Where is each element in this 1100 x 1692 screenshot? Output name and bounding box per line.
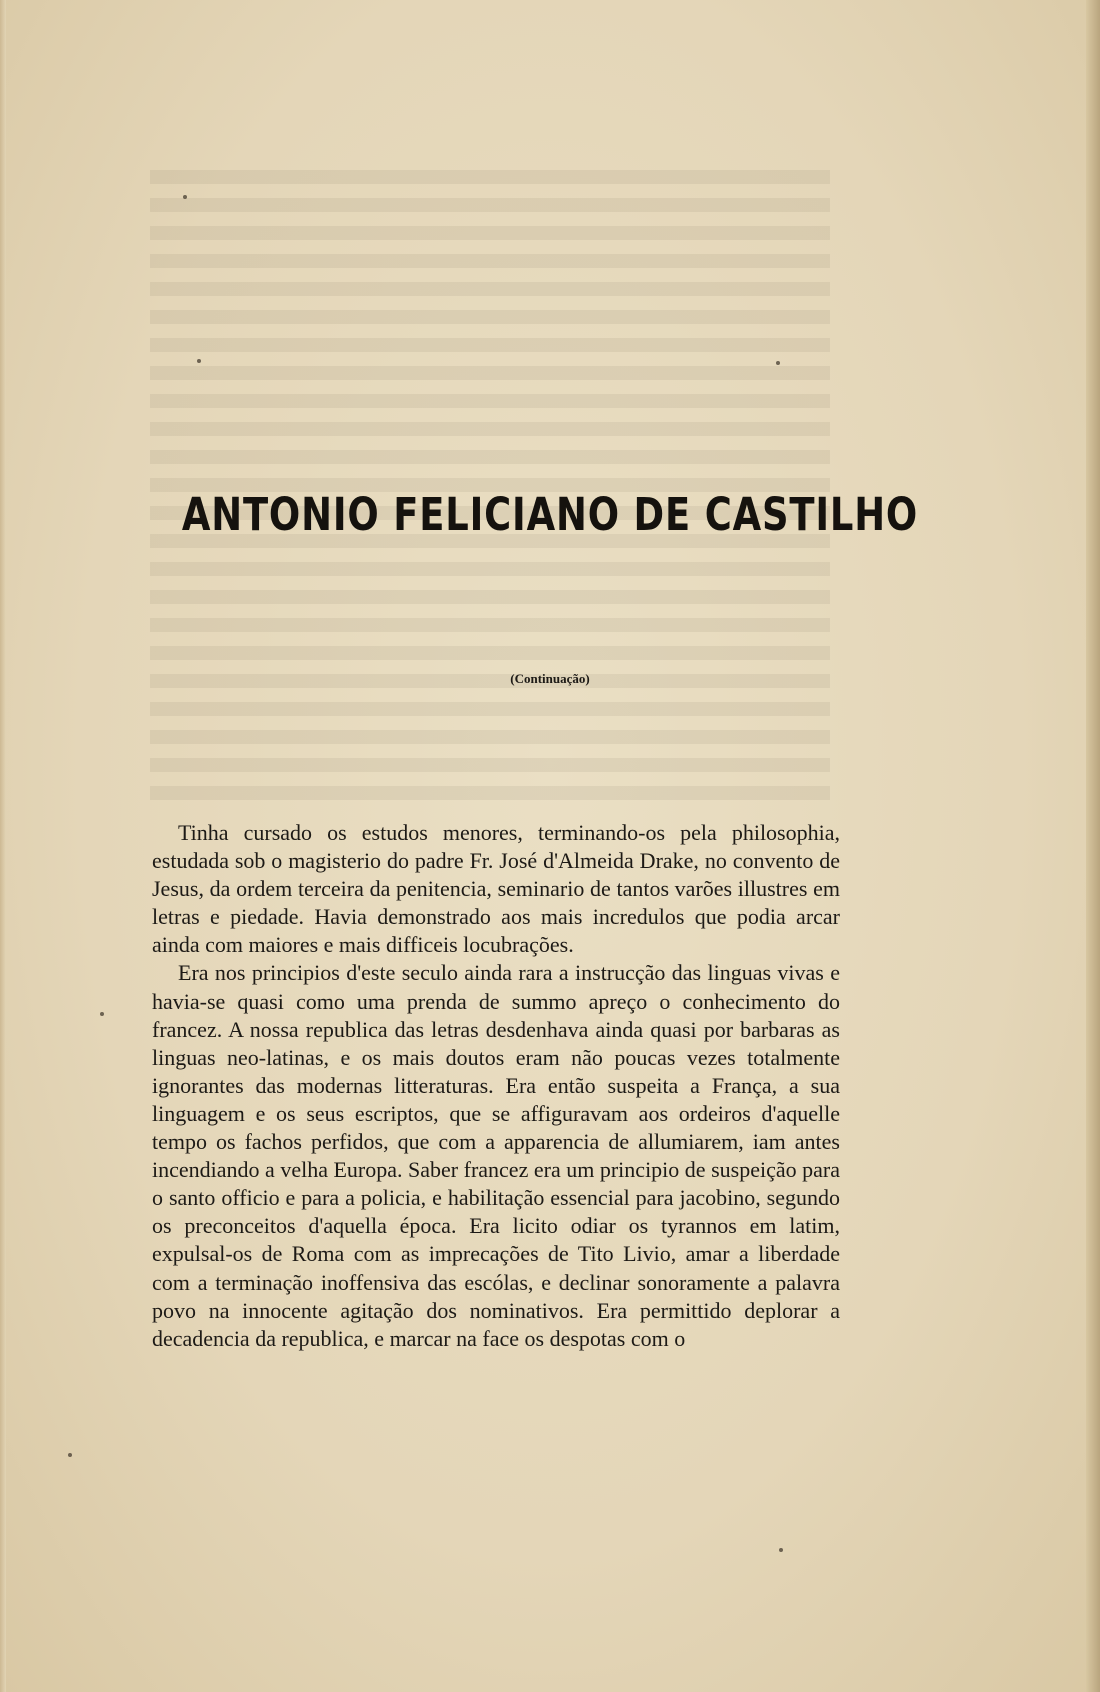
paper-speck <box>68 1453 72 1457</box>
page-edge-left <box>0 0 6 1692</box>
page-edge-right <box>1086 0 1100 1692</box>
paragraph: Era nos principios d'este seculo ainda rara a instrucção das linguas vivas e havia-se quasi como uma prenda de summo apreço o conhecimento do francez. A nossa republica das letras desdenhava ainda quasi por barbaras as linguas neo-latinas, e os mais doutos eram não poucas vezes totalmente ignorantes das modernas litteraturas. Era então suspeita a França, a sua linguagem e os seus escriptos, que se affiguravam aos ordeiros d'aquelle tempo os fachos perfidos, que com a apparencia de allumiarem, iam antes incendiando a velha Europa. Saber francez era um principio de suspeição para o santo officio e para a policia, e habilitação essencial para jacobino, segundo os preconceitos d'aquella época. Era licito odiar os tyrannos em latim, expulsal-os de Roma com as imprecações de Tito Livio, amar a liberdade com a terminação inoffensiva das escólas, e declinar sonoramente a palavra povo na innocente agitação dos nominativos. Era permittido deplorar a decadencia da republica, e marcar na face os despotas com o <box>152 960 840 1351</box>
paper-speck <box>100 1012 104 1016</box>
paper-speck <box>183 195 187 199</box>
paper-speck <box>197 359 201 363</box>
article-subtitle: (Continuação) <box>510 671 590 686</box>
paper-speck <box>776 361 780 365</box>
paper-speck <box>779 1548 783 1552</box>
paragraph: Tinha cursado os estudos menores, terminando-os pela philosophia, estudada sob o magisterio do padre Fr. José d'Almeida Drake, no convento de Jesus, da ordem terceira da penitencia, seminario de tantos varões illustres em letras e piedade. Havia demonstrado aos mais incredulos que podia arcar ainda com maiores e mais difficeis locubrações. <box>152 820 840 958</box>
article-title: ANTONIO FELICIANO DE CASTILHO <box>181 488 919 541</box>
article-body <box>152 819 840 1353</box>
